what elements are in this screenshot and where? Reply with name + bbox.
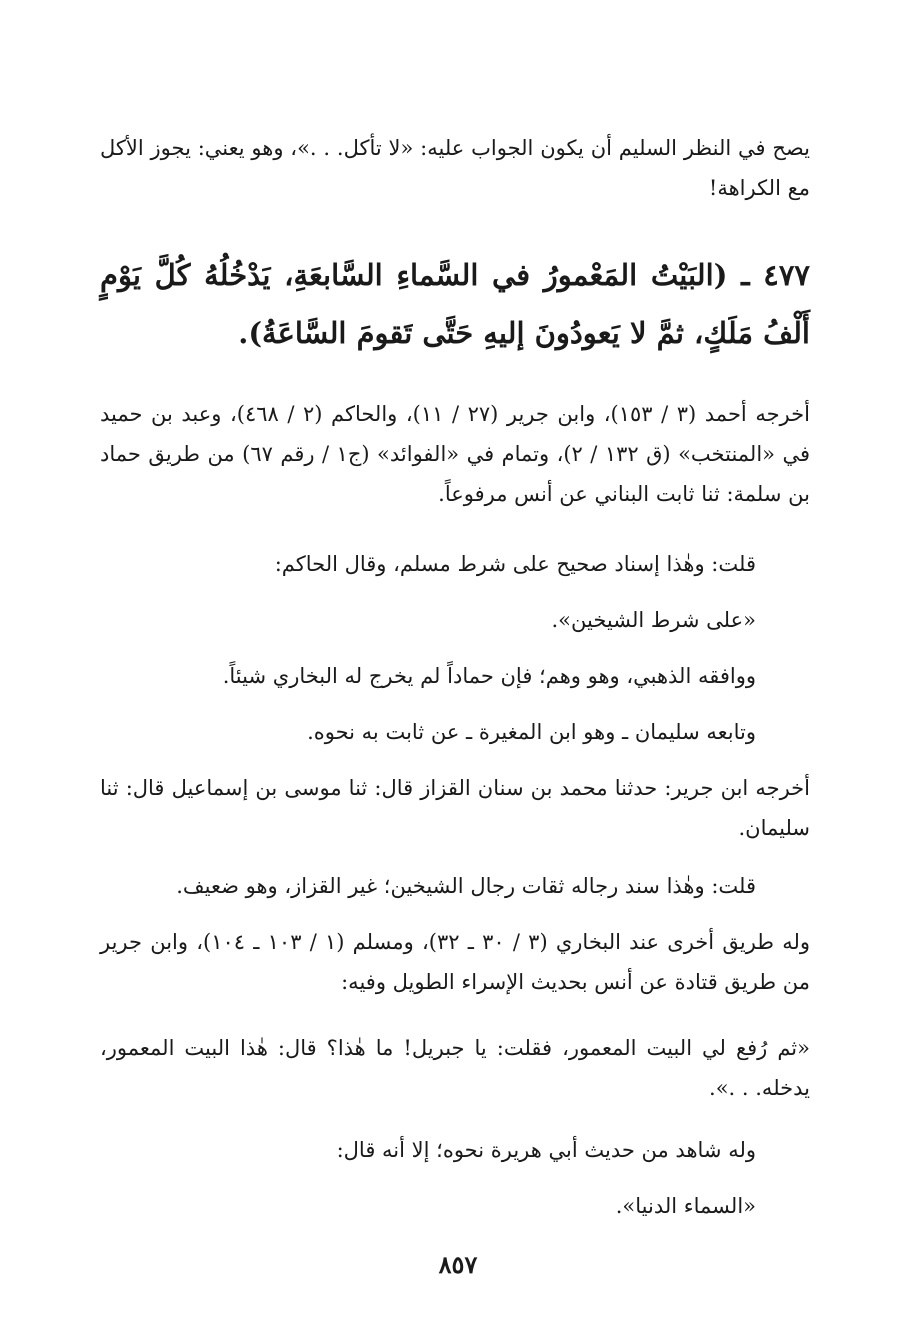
paragraph-qazzaz: قلت: وهٰذا سند رجاله ثقات رجال الشيخين؛ غير القزاز، وهو ضعيف. xyxy=(176,874,756,898)
paragraph-takhrij: أخرجه أحمد (٣ / ١٥٣)، وابن جرير (٢٧ / ١١)، والحاكم (٢ / ٤٦٨)، وعبد بن حميد في «المنتخب» (ق ١٣٢ / ٢)، وتمام في «الفوائد» (ج١ / رقم ٦٧) من طريق حماد بن سلمة: ثنا ثابت البناني عن أنس مرفوعاً. xyxy=(100,402,810,506)
paragraph-sulayman: وتابعه سليمان ـ وهو ابن المغيرة ـ عن ثابت به نحوه. xyxy=(307,720,756,744)
hadith-number: ٤٧٧ xyxy=(763,258,810,292)
paragraph-ibn-jarir: أخرجه ابن جرير: حدثنا محمد بن سنان القزاز قال: ثنا موسى بن إسماعيل قال: ثنا سليمان. xyxy=(100,776,810,840)
paragraph-bukhari: وله طريق أخرى عند البخاري (٣ / ٣٠ ـ ٣٢)، ومسلم (١ / ١٠٣ ـ ١٠٤)، وابن جرير من طريق قتادة عن أنس بحديث الإسراء الطويل وفيه: xyxy=(100,930,811,994)
paragraph-isnad-note: قلت: وهٰذا إسناد صحيح على شرط مسلم، وقال الحاكم: xyxy=(274,552,756,576)
hadith-text: ـ (البَيْتُ المَعْمورُ في السَّماءِ السَّابعَةِ، يَدْخُلُهُ كُلَّ يَوْمٍ أَلْفُ مَلَكٍ، ثمَّ لا يَعودُونَ إليهِ حَتَّى تَقومَ السَّاعَةُ). xyxy=(100,258,810,350)
hadith-heading xyxy=(100,246,810,362)
paragraph-quote-shaykhayn: «على شرط الشيخين». xyxy=(551,608,756,632)
paragraph-dhahabi: ووافقه الذهبي، وهو وهم؛ فإن حماداً لم يخرج له البخاري شيئاً. xyxy=(222,664,756,688)
paragraph-intro: يصح في النظر السليم أن يكون الجواب عليه: «لا تأكل. . .»، وهو يعني: يجوز الأكل مع الكراهة! xyxy=(100,136,810,200)
page-number: ٨٥٧ xyxy=(438,1250,478,1279)
paragraph-sama-dunya: «السماء الدنيا». xyxy=(615,1194,756,1218)
paragraph-isra-quote: «ثم رُفع لي البيت المعمور، فقلت: يا جبريل! ما هٰذا؟ قال: هٰذا البيت المعمور، يدخله. . .». xyxy=(100,1036,810,1100)
paragraph-abu-hurayra: وله شاهد من حديث أبي هريرة نحوه؛ إلا أنه قال: xyxy=(336,1138,756,1162)
